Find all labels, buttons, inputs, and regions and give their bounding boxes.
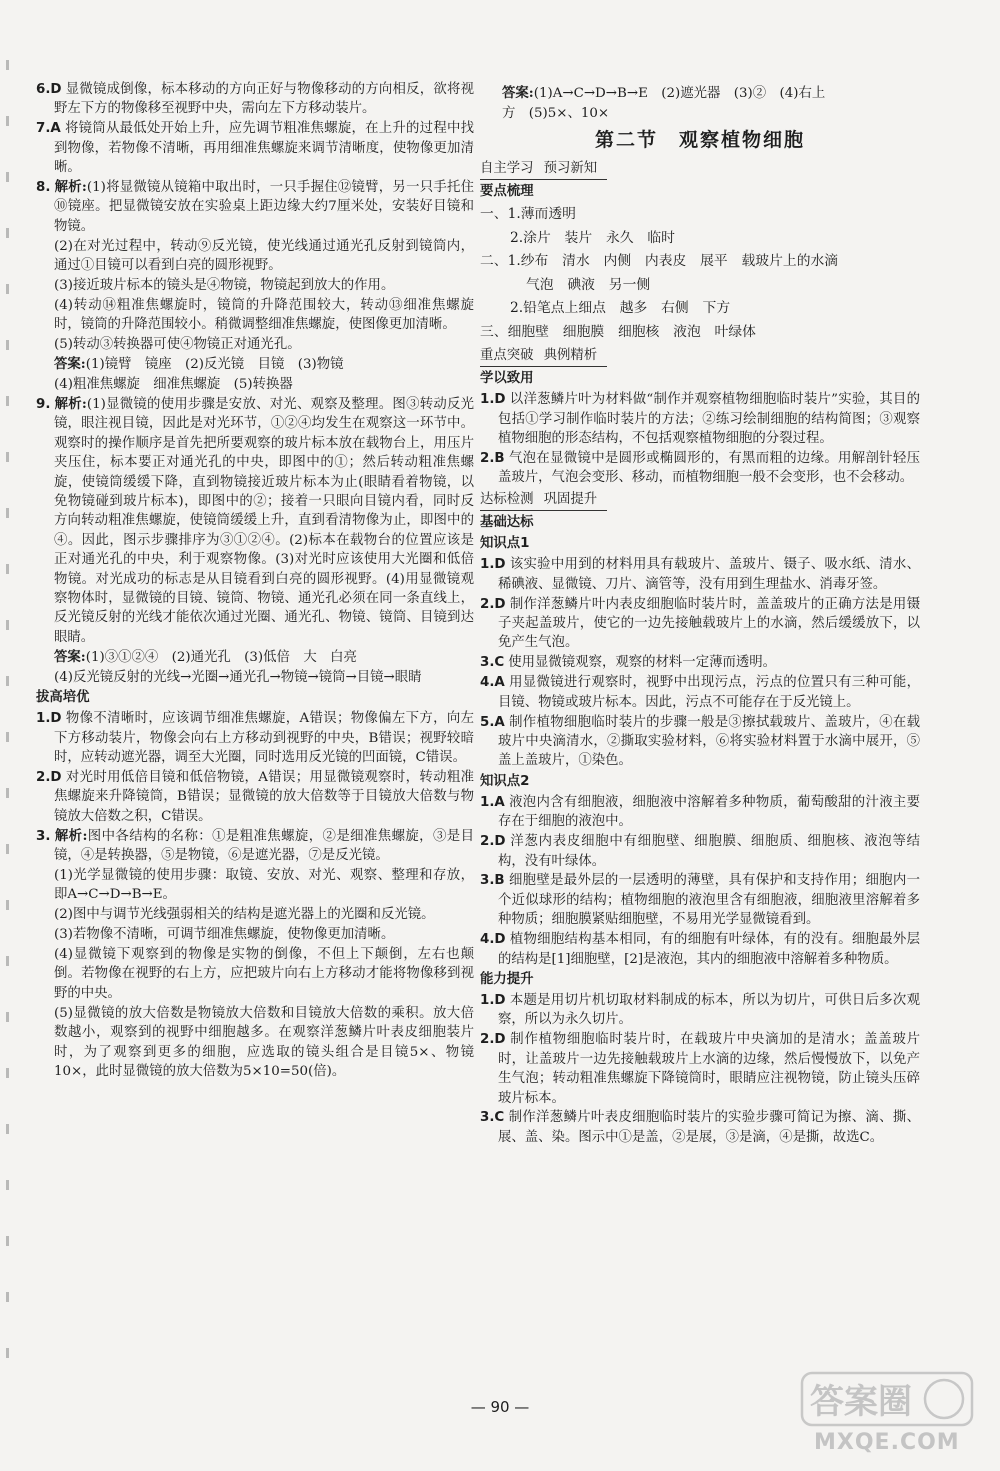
answer-item: 2.B 气泡在显微镜中是圆形或椭圆形的，有黑而粗的边缘。用解剖针轻压盖玻片，气泡会变形、移动，而植物细胞一般不会变形，也不会移动。 [480,451,920,486]
subsection-heading: 学以致用 [480,371,534,387]
watermark-logo [798,1369,976,1457]
outline-line: 二、1.纱布 清水 内侧 内表皮 展平 载玻片上的水滴 [480,253,839,270]
outline-line: 2.涂片 装片 永久 临时 [510,229,675,246]
subsection-heading: 要点梳理 [480,184,534,200]
explanation-paragraph: (4)显微镜下观察到的物像是实物的倒像，不但上下颠倒，左右也颠倒。若物像在视野的右上方，应把玻片向右上方移动才能将物像移到视野的中央。 [54,946,474,1001]
outline-line: 三、细胞壁 细胞膜 细胞核 液泡 叶绿体 [480,323,756,340]
answer-item: 2.D 制作植物细胞临时装片时，在载玻片中央滴加的是清水；盖盖玻片时，让盖玻片一边先接触载玻片上水滴的边缘，然后慢慢放下，以免产生气泡；转动粗准焦螺旋下降镜筒时，眼睛应注视物镜，防止镜头压碎玻片标本。 [480,1032,920,1106]
explanation-paragraph: (5)显微镜的放大倍数是物镜放大倍数和目镜放大倍数的乘积。放大倍数越小，观察到的视野中细胞越多。在观察洋葱鳞片叶表皮细胞装片时，为了观察到更多的细胞，应选取的镜头组合是目镜5×、物镜10×，此时显微镜的放大倍数为5×10=50(倍)。 [54,1005,474,1079]
answer-item: 6.D 显微镜成倒像，标本移动的方向正好与物像移动的方向相反，欲将视野左下方的物像移至视野中央，需向左下方移动装片。 [36,82,474,117]
answer-line: (4)粗准焦螺旋 细准焦螺旋 (5)转换器 [54,377,293,393]
binding-edge [0,60,14,1360]
answer-line: 答案:(1)③①②④ (2)通光孔 (3)低倍 大 白亮 [54,648,357,665]
answer-item: 9. 解析:(1)显微镜的使用步骤是安放、对光、观察及整理。图③转动反光镜，眼注视目镜，因此是对光环节，①②④均发生在观察这一环节中。观察时的操作顺序是首先把所要观察的玻片标本放在载物台上，用压片夹压住，标本要正对通光孔的中央，即图中的①；然后转动粗准焦螺旋，使镜筒缓缓下降，直到物镜接近玻片标本为止(眼睛看着物镜，以免物镜碰到玻片标本)，即图中的②；接着一只眼向目镜内看，同时反方向转动粗准焦螺旋，使镜筒缓缓上升，直到看清物像为止，即图中的④。因此，图示步骤排序为③①②④。(2)标本在载物台的位置应该是正对通光孔的中央，利于观察物像。(3)对光时应该使用大光圈和低倍物镜。对光成功的标志是从目镜看到白亮的圆形视野。(4)用显微镜观察物体时，显微镜的目镜、镜筒、物镜、通光孔必须在同一条直线上，反光镜反射的光线才能依次通过光圈、通光孔、物镜、镜筒、目镜到达眼睛。 [36,396,474,645]
answer-item: 3. 解析:图中各结构的名称：①是粗准焦螺旋，②是细准焦螺旋，③是目镜，④是转换器，⑤是物镜，⑥是遮光器，⑦是反光镜。 [36,827,474,863]
knowledge-point-heading: 知识点2 [480,773,530,789]
page-number: — 90 — [470,1398,530,1416]
explanation-paragraph: (5)转动③转换器可使④物镜正对通光孔。 [54,337,301,353]
watermark-text: 答案圈 [810,1382,912,1422]
answer-item: 1.D 本题是用切片机切取材料制成的标本，所以为切片，可供日后多次观察，所以为永久切片。 [480,992,920,1028]
answer-item: 2.D 制作洋葱鳞片叶内表皮细胞临时装片时，盖盖玻片的正确方法是用镊子夹起盖玻片，使它的一边先接触载玻片上的水滴，然后缓缓放下，以免产生气泡。 [480,596,920,651]
answer-item: 1.D 物像不清晰时，应该调节细准焦螺旋，A错误；物像偏左下方，向左下方移动装片，物像会向右上方移动到视野的中央，B错误；视野较暗时，应转动遮光器，调至大光圈，同时选用反光镜的凹面镜，C错误。 [36,711,474,765]
section-banner: 重点突破 典例精析 [480,346,607,367]
knowledge-point-heading: 知识点1 [480,536,530,552]
answer-line: 答案:(1)A→C→D→B→E (2)遮光器 (3)② (4)右上 [502,85,826,101]
watermark-url: MXQE.COM [814,1430,960,1455]
answer-line: 答案:(1)镜臂 镜座 (2)反光镜 目镜 (3)物镜 [54,356,344,373]
key-points-outline [480,203,920,344]
subsection-heading: 基础达标 [480,515,534,531]
answer-item: 1.A 液泡内含有细胞液，细胞液中溶解着多种物质，葡萄酸甜的汁液主要存在于细胞的液泡中。 [480,794,920,830]
answer-item: 3.C 使用显微镜观察，观察的材料一定薄而透明。 [480,655,777,671]
answer-item: 4.D 植物细胞结构基本相同，有的细胞有叶绿体，有的没有。细胞最外层的结构是[1]细胞壁，[2]是液泡，其内的细胞液中溶解着多种物质。 [480,932,920,967]
answer-item: 8. 解析:(1)将显微镜从镜箱中取出时，一只手握住⑫镜臂，另一只手托住⑩镜座。把显微镜安放在实验桌上距边缘大约7厘米处，安装好目镜和物镜。 [36,179,474,234]
explanation-paragraph: (2)图中与调节光线强弱相关的结构是遮光器上的光圈和反光镜。 [54,907,435,923]
answer-item: 7.A 将镜筒从最低处开始上升，应先调节粗准焦螺旋，在上升的过程中找到物像，若物像不清晰，再用细准焦螺旋来调节清晰度，使物像更加清晰。 [36,121,474,176]
answer-line: (4)反光镜反射的光线→光圈→通光孔→物镜→镜筒→目镜→眼睛 [54,669,422,685]
answer-item: 1.D 该实验中用到的材料用具有载玻片、盖玻片、镊子、吸水纸、清水、稀碘液、显微镜、刀片、滴管等，没有用到生理盐水、消毒牙签。 [480,557,920,592]
answer-item: 3.B 细胞壁是最外层的一层透明的薄壁，具有保护和支持作用；细胞内一个近似球形的结构；植物细胞的液泡里含有细胞液，细胞液里溶解着多种物质；细胞膜紧贴细胞壁，不易用光学显微镜看到。 [480,873,920,928]
section-banner: 自主学习 预习新知 [480,159,607,180]
answer-item: 5.A 制作植物细胞临时装片的步骤一般是③擦拭载玻片、盖玻片，④在载玻片中央滴清水，②撕取实验材料，⑥将实验材料置于水滴中展开，⑤盖上盖玻片，①染色。 [480,714,920,769]
explanation-paragraph: (2)在对光过程中，转动⑨反光镜，使光线通过通光孔反射到镜筒内，通过①目镜可以看到白亮的圆形视野。 [54,238,474,274]
explanation-paragraph: (1)光学显微镜的使用步骤：取镜、安放、对光、观察、整理和存放，即A→C→D→B→E。 [54,867,474,903]
subsection-heading: 拔高培优 [36,690,90,706]
outline-line: 一、1.薄而透明 [480,206,576,223]
outline-line: 气泡 碘液 另一侧 [526,276,651,293]
explanation-paragraph: (4)转动⑭粗准焦螺旋时，镜筒的升降范围较大，转动⑬细准焦螺旋时，镜筒的升降范围较小。稍微调整细准焦螺旋，使图像更加清晰。 [54,297,474,333]
answer-item: 2.D 洋葱内表皮细胞中有细胞壁、细胞膜、细胞质、细胞核、液泡等结构，没有叶绿体。 [480,834,920,869]
subsection-heading: 能力提升 [480,971,534,987]
right-column [480,84,920,1148]
answer-item: 1.D 以洋葱鳞片叶为材料做“制作并观察植物细胞临时装片”实验，其目的包括①学习制作临时装片的方法；②练习绘制细胞的结构简图；③观察植物细胞的形态结构，不包括观察植物细胞的分裂过程。 [480,392,920,447]
answer-item: 4.A 用显微镜进行观察时，视野中出现污点，污点的位置只有三种可能，目镜、物镜或玻片标本。因此，污点不可能存在于反光镜上。 [480,675,920,710]
outline-line: 2.铅笔点上细点 越多 右侧 下方 [510,300,731,317]
explanation-paragraph: (3)接近玻片标本的镜头是④物镜，物镜起到放大的作用。 [54,278,395,294]
section-banner: 达标检测 巩固提升 [480,490,607,511]
answer-item: 3.C 制作洋葱鳞片叶表皮细胞临时装片的实验步骤可简记为擦、滴、撕、展、盖、染。图示中①是盖，②是展，③是滴，④是撕，故选C。 [480,1110,920,1145]
section-title: 第二节 观察植物细胞 [594,129,805,152]
answer-line: 方 (5)5×、10× [502,105,610,121]
left-column [36,80,474,1082]
explanation-paragraph: (3)若物像不清晰，可调节细准焦螺旋，使物像更加清晰。 [54,927,395,943]
answer-item: 2.D 对光时用低倍目镜和低倍物镜，A错误；用显微镜观察时，转动粗准焦螺旋来升降镜筒，B错误；显微镜的放大倍数等于目镜放大倍数与物镜放大倍数之积，C错误。 [36,769,474,824]
